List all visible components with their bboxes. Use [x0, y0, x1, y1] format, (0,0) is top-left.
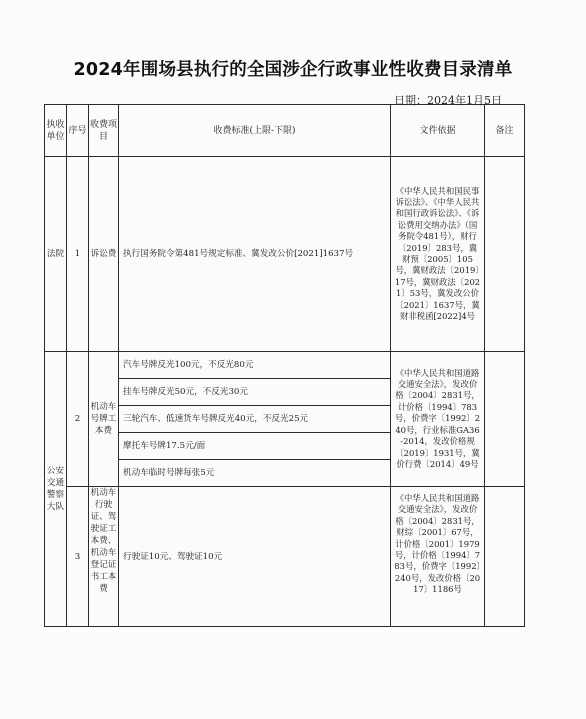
header-standard: 收费标准(上限-下限)	[119, 105, 391, 157]
row1-dept: 法院	[45, 157, 67, 352]
row3-item-text: 机动车行驶证、驾驶证工本费、机动车登记证书工本费	[90, 488, 117, 594]
table-header-row	[45, 105, 525, 157]
row3-item	[89, 487, 119, 627]
row2-standard-3: 三轮汽车、低速货车号牌反光40元，不反光25元	[119, 406, 391, 433]
table-row	[45, 352, 525, 379]
row3-seq: 3	[67, 487, 89, 627]
row2-seq: 2	[67, 352, 89, 487]
row3-standard: 行驶证10元、驾驶证10元	[119, 487, 391, 627]
row3-note	[485, 487, 525, 627]
row2-item: 机动车号牌工本费	[89, 352, 119, 487]
header-basis: 文件依据	[391, 105, 485, 157]
row2-basis: 《中华人民共和国道路交通安全法》，发改价格〔2004〕2831号，计价格〔1994〕783号，价费字〔1992〕240号，行业标准GA36-2014，发改价格规〔2019〕1931号，冀价行费〔2014〕49号	[391, 352, 485, 487]
row1-standard: 执行国务院令第481号规定标准、冀发改公价[2021]1637号	[119, 157, 391, 352]
document-date: 日期：2024年1月5日	[394, 94, 502, 107]
row2-standard-4: 摩托车号牌17.5元/面	[119, 433, 391, 460]
table-row	[45, 157, 525, 352]
row1-basis: 《中华人民共和国民事诉讼法》、《中华人民共和国行政诉讼法》、《诉讼费用交纳办法》（国务院令481号），财行〔2019〕283号，冀财预〔2005〕105号，冀财政法〔2019〕17号，冀财政法〔2021〕53号，冀发改公价〔2021〕1637号，冀财非税函[2022]4号	[391, 157, 485, 352]
row2-standard-5: 机动车临时号牌每张5元	[119, 460, 391, 487]
document-title: 2024年围场县执行的全国涉企行政事业性收费目录清单	[73, 60, 513, 80]
row1-seq: 1	[67, 157, 89, 352]
header-note: 备注	[485, 105, 525, 157]
row2-standard-2: 挂车号牌反光50元，不反光30元	[119, 379, 391, 406]
row3-basis	[391, 487, 485, 627]
table-row	[45, 487, 525, 627]
fee-table	[44, 104, 525, 627]
header-dept: 执收单位	[45, 105, 67, 157]
row2-note	[485, 352, 525, 487]
row2-dept: 公安交通警察大队	[45, 352, 67, 627]
row1-item: 诉讼费	[89, 157, 119, 352]
header-seq: 序号	[67, 105, 89, 157]
row2-standard-1: 汽车号牌反光100元，不反光80元	[119, 352, 391, 379]
header-item: 收费项目	[89, 105, 119, 157]
row1-note	[485, 157, 525, 352]
row3-basis-text: 《中华人民共和国道路交通安全法》，发改价格〔2004〕2831号，财综〔2001〕67号，计价格〔2001〕1979号，计价格〔1994〕783号，价费字〔1992〕240号，发改价格〔2017〕1186号	[394, 493, 481, 595]
